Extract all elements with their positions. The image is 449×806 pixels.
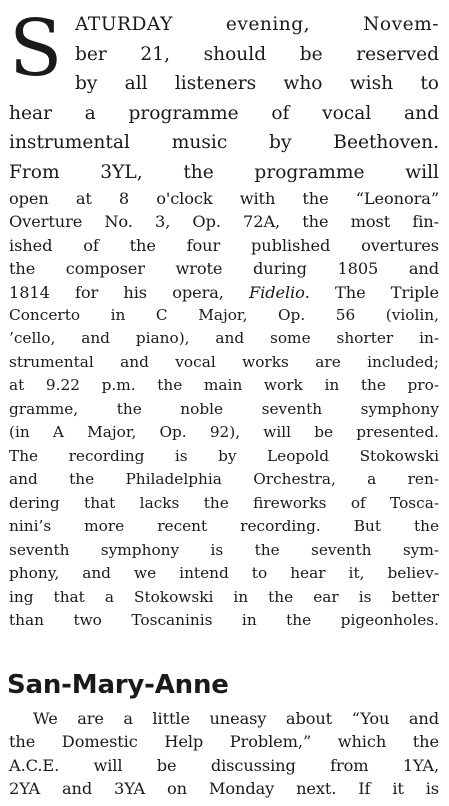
article-line: and the Philadelphia Orchestra, a ren- (9, 470, 439, 489)
article-line: phony, and we intend to hear it, believ- (9, 564, 439, 583)
article-line: instrumental music by Beethoven. (9, 132, 439, 153)
article-line: dering that lacks the fireworks of Tosca- (9, 493, 439, 512)
article-line: ber 21, should be reserved (75, 43, 439, 65)
article-line: strumental and vocal works are included; (9, 352, 439, 371)
article-line: A.C.E. will be discussing from 1YA, (9, 755, 439, 775)
text-run: . The Triple (304, 282, 439, 302)
article-line: From 3YL, the programme will (9, 161, 439, 183)
article-line: gramme, the noble seventh symphony (9, 399, 439, 418)
article-line: (in A Major, Op. 92), will be presented. (9, 423, 439, 442)
beethoven-article (9, 4, 439, 633)
article-line: ished of the four published overtures (9, 235, 439, 255)
article-line: than two Toscaninis in the pigeonholes. (9, 611, 439, 630)
article-line: by all listeners who wish to (75, 73, 439, 94)
article-line: at 9.22 p.m. the main work in the pro- (9, 376, 439, 395)
article-line: Overture No. 3, Op. 72A, the most fin- (9, 212, 439, 232)
article-line: Concerto in C Major, Op. 56 (violin, (9, 305, 439, 324)
article-line: ing that a Stokowski in the ear is better (9, 587, 439, 606)
article-line: ATURDAY evening, Novem- (75, 14, 439, 35)
article-line-fidelio (9, 281, 439, 304)
drop-cap-letter: S (9, 4, 63, 94)
article-line: We are a little uneasy about “You and (33, 709, 439, 728)
article-line: The recording is by Leopold Stokowski (9, 446, 439, 465)
article-line: seventh symphony is the seventh sym- (9, 540, 439, 559)
text-run: 1814 for his opera, (9, 282, 250, 302)
opera-title: Fidelio (249, 282, 305, 302)
article-line: open at 8 o'clock with the “Leonora” (9, 189, 439, 208)
section-heading: San-Mary-Anne (7, 670, 229, 700)
article-line: the Domestic Help Problem,” which the (9, 732, 439, 752)
san-mary-anne-article (9, 707, 439, 801)
article-line: ’cello, and piano), and some shorter in- (9, 329, 439, 348)
article-line: hear a programme of vocal and (9, 102, 439, 124)
article-line: the composer wrote during 1805 and (9, 259, 439, 279)
article-line: nini’s more recent recording. But the (9, 517, 439, 536)
article-line: 2YA and 3YA on Monday next. If it is (9, 779, 439, 799)
